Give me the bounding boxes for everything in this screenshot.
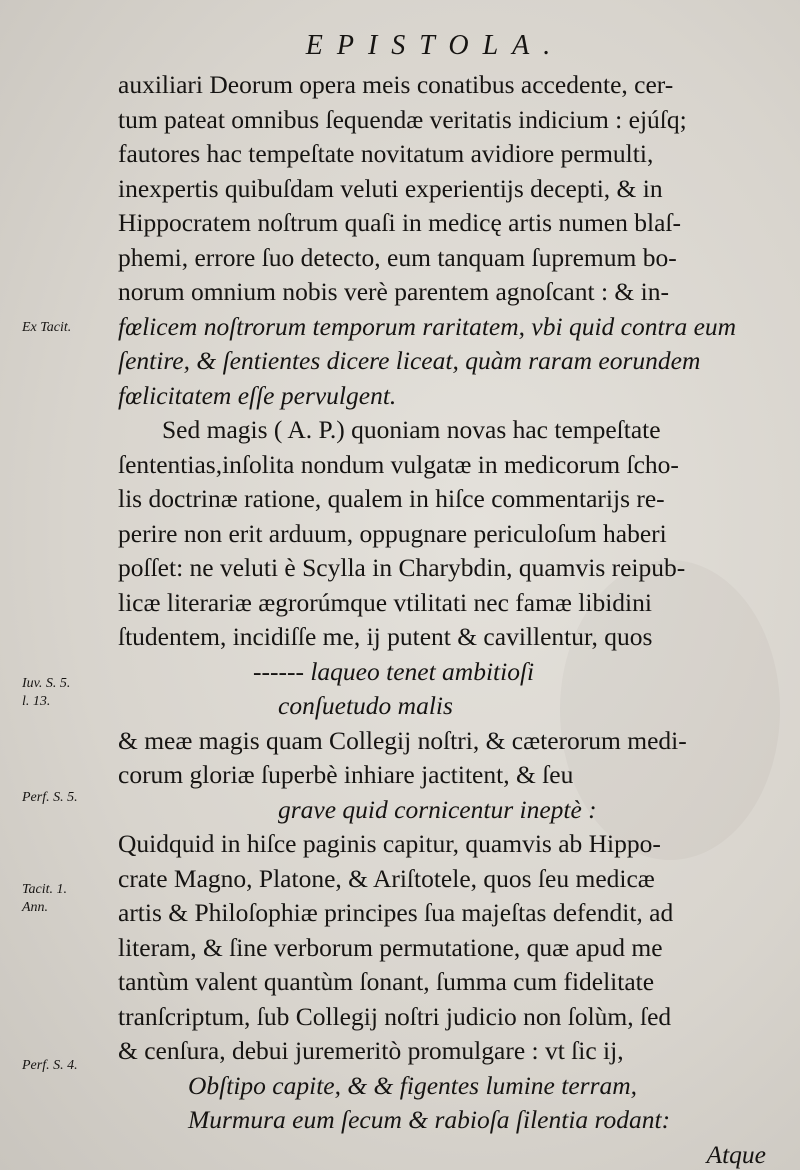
- verse-line: ------ laqueo tenet ambitioſi: [253, 656, 535, 686]
- text-line: & cenſura, debui juremeritò promulgare : vt ſic ij,: [118, 1036, 624, 1065]
- text-line: Quidquid in hiſce paginis capitur, quamvis ab Hippo-: [118, 829, 661, 858]
- verse-line: grave quid cornicentur ineptè :: [278, 794, 597, 824]
- text-line: fautores hac tempeſtate novitatum avidiore permulti,: [118, 139, 654, 168]
- text-line: ſentire, & ſentientes dicere liceat, quàm raram eorundem: [118, 346, 701, 375]
- text-line: perire non erit arduum, oppugnare periculoſum haberi: [118, 518, 667, 548]
- text-line: phemi, errore ſuo detecto, eum tanquam ſupremum bo-: [118, 242, 677, 272]
- text-line: ſtudentem, incidiſſe me, ij putent & cavillentur, quos: [118, 622, 653, 651]
- text-line: literam, & ſine verborum permutatione, quæ apud me: [118, 932, 663, 962]
- text-line: & meæ magis quam Collegij noſtri, & cæterorum medi-: [118, 725, 687, 755]
- text-line: poſſet: ne veluti è Scylla in Charybdin, quamvis reipub-: [118, 553, 686, 582]
- verse-line: Murmura eum ſecum & rabioſa ſilentia rodant:: [188, 1105, 671, 1134]
- verse-line: Obſtipo capite, & & figentes lumine terram,: [188, 1070, 638, 1100]
- verse-line: conſuetudo malis: [278, 691, 453, 720]
- margin-note: l. 13.: [22, 694, 51, 709]
- text-line: licæ literariæ ægrorúmque vtilitati nec famæ libidini: [118, 587, 652, 617]
- margin-note: Ex Tacit.: [22, 320, 72, 335]
- text-line: lis doctrinæ ratione, qualem in hiſce commentarijs re-: [118, 484, 665, 513]
- text-line: artis & Philoſophiæ principes ſua majeſtas defendit, ad: [118, 898, 674, 927]
- text-line: tum pateat omnibus ſequendæ veritatis indicium : ejúſq;: [118, 104, 687, 134]
- text-line: tranſcriptum, ſub Collegij noſtri judicio non ſolùm, ſed: [118, 1001, 672, 1031]
- text-line: corum gloriæ ſuperbè inhiare jactitent, & ſeu: [118, 760, 574, 789]
- text-line: fœlicitatem eſſe pervulgent.: [118, 380, 397, 410]
- text-line: Hippocratem noſtrum quaſi in medicę artis numen blaſ-: [118, 208, 681, 237]
- margin-note: Ann.: [22, 900, 49, 915]
- text-line: fœlicem noſtrorum temporum raritatem, vbi quid contra eum: [118, 311, 737, 341]
- page-header: EPISTOLA.: [305, 30, 565, 61]
- margin-note: Iuv. S. 5.: [22, 676, 71, 691]
- text-line: tantùm valent quantùm ſonant, ſumma cum fidelitate: [118, 967, 655, 996]
- text-line: Sed magis ( A. P.) quoniam novas hac tempeſtate: [162, 415, 661, 444]
- text-line: auxiliari Deorum opera meis conatibus accedente, cer-: [118, 70, 674, 99]
- text-line: ſententias,inſolita nondum vulgatæ in medicorum ſcho-: [118, 449, 679, 479]
- margin-note: Tacit. 1.: [22, 882, 67, 897]
- text-line: crate Magno, Platone, & Ariſtotele, quos ſeu medicæ: [118, 863, 655, 893]
- margin-note: Perf. S. 4.: [22, 1058, 78, 1073]
- body-text: [118, 68, 766, 1170]
- text-line: inexpertis quibuſdam veluti experientijs decepti, & in: [118, 173, 663, 203]
- catchword: Atque: [706, 1139, 766, 1169]
- text-line: norum omnium nobis verè parentem agnoſcant : & in-: [118, 277, 669, 306]
- margin-note: Perf. S. 5.: [22, 790, 78, 805]
